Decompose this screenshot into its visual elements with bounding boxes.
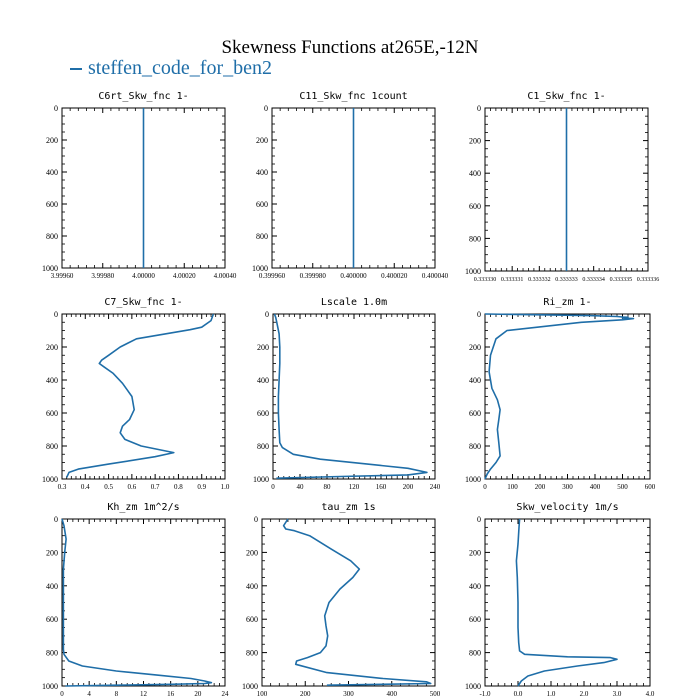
x-tick-label: 600 bbox=[644, 483, 656, 491]
x-tick-label: 0 bbox=[271, 483, 275, 491]
y-tick-label: 600 bbox=[469, 615, 481, 625]
y-tick-label: 600 bbox=[256, 200, 268, 209]
y-tick-label: 200 bbox=[46, 548, 58, 558]
series-line bbox=[284, 519, 431, 685]
chart-panel-4 bbox=[42, 297, 230, 491]
x-tick-label: 500 bbox=[429, 690, 441, 698]
x-tick-label: 300 bbox=[343, 690, 354, 698]
y-tick-label: 200 bbox=[46, 136, 58, 145]
y-tick-label: 1000 bbox=[242, 682, 258, 691]
x-tick-label: 100 bbox=[507, 483, 518, 491]
x-tick-label: 160 bbox=[375, 483, 387, 491]
y-tick-label: 800 bbox=[469, 648, 481, 658]
y-tick-label: 800 bbox=[46, 648, 58, 658]
series-line bbox=[67, 314, 214, 477]
chart-title: C11_Skw_fnc 1count bbox=[299, 91, 408, 102]
y-tick-label: 400 bbox=[246, 581, 258, 591]
y-tick-label: 400 bbox=[469, 169, 481, 179]
x-tick-label: 3.99980 bbox=[91, 272, 115, 280]
y-tick-label: 1000 bbox=[465, 475, 481, 484]
chart-title: tau_zm 1s bbox=[321, 502, 376, 513]
chart-panel-7 bbox=[42, 502, 229, 698]
y-tick-label: 800 bbox=[469, 442, 481, 451]
chart-panel-8 bbox=[242, 502, 441, 698]
x-tick-label: 0 bbox=[60, 690, 64, 698]
y-tick-label: 1000 bbox=[252, 264, 268, 273]
x-tick-label: 4.00040 bbox=[213, 272, 237, 280]
series-line bbox=[62, 519, 211, 686]
chart-panel-9 bbox=[465, 502, 655, 698]
plot-frame bbox=[262, 519, 435, 686]
y-tick-label: 400 bbox=[256, 168, 268, 177]
y-tick-label: 400 bbox=[46, 168, 58, 177]
y-tick-label: 1000 bbox=[42, 475, 58, 484]
chart-title: Ri_zm 1- bbox=[543, 297, 592, 308]
plot-frame bbox=[62, 519, 225, 686]
y-tick-label: 400 bbox=[46, 581, 58, 591]
series-line bbox=[516, 519, 617, 686]
x-tick-label: 0.333331 bbox=[500, 277, 524, 283]
x-tick-label: 0.6 bbox=[127, 483, 137, 491]
y-tick-label: 800 bbox=[256, 232, 268, 241]
x-tick-label: -1.0 bbox=[479, 690, 491, 698]
x-tick-label: 0.5 bbox=[104, 483, 113, 491]
chart-title: Lscale 1.0m bbox=[320, 297, 388, 308]
x-tick-label: 4 bbox=[87, 690, 91, 698]
chart-title: Kh_zm 1m^2/s bbox=[107, 502, 180, 513]
x-tick-label: 0.333336 bbox=[636, 277, 660, 283]
y-tick-label: 1000 bbox=[465, 267, 481, 276]
y-tick-label: 1000 bbox=[465, 682, 481, 691]
y-tick-label: 200 bbox=[256, 136, 268, 145]
y-tick-label: 400 bbox=[46, 376, 58, 385]
x-tick-label: 4.0 bbox=[645, 690, 655, 698]
x-tick-label: 0.8 bbox=[174, 483, 183, 491]
x-tick-label: 100 bbox=[256, 690, 268, 698]
y-tick-label: 0 bbox=[477, 104, 481, 113]
x-tick-label: 400 bbox=[386, 690, 397, 698]
y-tick-label: 200 bbox=[257, 343, 269, 352]
y-tick-label: 600 bbox=[46, 409, 58, 418]
x-tick-label: 0 bbox=[483, 483, 487, 491]
y-tick-label: 0 bbox=[477, 515, 481, 524]
x-tick-label: 0.333334 bbox=[582, 277, 605, 283]
x-tick-label: 0.4 bbox=[80, 483, 90, 491]
y-tick-label: 600 bbox=[469, 409, 481, 418]
plot-frame bbox=[62, 314, 225, 479]
y-tick-label: 600 bbox=[257, 409, 269, 418]
x-tick-label: 0.400040 bbox=[421, 272, 449, 280]
y-tick-label: 200 bbox=[469, 548, 481, 558]
x-tick-label: 4.00000 bbox=[132, 272, 155, 280]
legend-label: steffen_code_for_ben2 bbox=[88, 57, 273, 79]
y-tick-label: 800 bbox=[46, 442, 58, 451]
x-tick-label: 240 bbox=[429, 483, 441, 491]
x-tick-label: 3.0 bbox=[612, 690, 622, 698]
plot-frame bbox=[485, 314, 650, 479]
y-tick-label: 200 bbox=[469, 136, 481, 146]
x-tick-label: 0.333333 bbox=[555, 277, 578, 283]
x-tick-label: 0.399980 bbox=[299, 272, 326, 280]
chart-title: C6rt_Skw_fnc 1- bbox=[98, 91, 189, 102]
x-tick-label: 1.0 bbox=[546, 690, 556, 698]
plot-frame bbox=[485, 519, 650, 686]
x-tick-label: 0.7 bbox=[150, 483, 160, 491]
y-tick-label: 600 bbox=[46, 200, 58, 209]
chart-panel-3 bbox=[465, 91, 659, 283]
x-tick-label: 40 bbox=[296, 483, 304, 491]
y-tick-label: 600 bbox=[246, 615, 258, 625]
x-tick-label: 3.99960 bbox=[50, 272, 74, 280]
y-tick-label: 400 bbox=[469, 376, 481, 385]
y-tick-label: 1000 bbox=[42, 682, 58, 691]
chart-panel-2 bbox=[252, 91, 449, 280]
x-tick-label: 24 bbox=[221, 690, 229, 698]
x-tick-label: 20 bbox=[194, 690, 202, 698]
y-tick-label: 600 bbox=[469, 201, 481, 211]
y-tick-label: 800 bbox=[46, 232, 58, 241]
x-tick-label: 2.0 bbox=[579, 690, 589, 698]
y-tick-label: 0 bbox=[264, 104, 268, 113]
y-tick-label: 0 bbox=[477, 310, 481, 319]
page-title: Skewness Functions at265E,-12N bbox=[221, 37, 479, 58]
y-tick-label: 0 bbox=[54, 310, 58, 319]
y-tick-label: 800 bbox=[246, 648, 258, 658]
y-tick-label: 400 bbox=[257, 376, 269, 385]
x-tick-label: 0.400020 bbox=[381, 272, 408, 280]
x-tick-label: 200 bbox=[300, 690, 311, 698]
x-tick-label: 200 bbox=[534, 483, 546, 491]
x-tick-label: 0.0 bbox=[513, 690, 523, 698]
x-tick-label: 1.0 bbox=[220, 483, 230, 491]
chart-panel-5 bbox=[253, 297, 441, 491]
x-tick-label: 120 bbox=[348, 483, 360, 491]
x-tick-label: 80 bbox=[323, 483, 331, 491]
chart-title: Skw_velocity 1m/s bbox=[516, 502, 619, 513]
x-tick-label: 300 bbox=[562, 483, 573, 491]
chart-panel-6 bbox=[465, 297, 656, 491]
y-tick-label: 0 bbox=[54, 515, 58, 524]
x-tick-label: 4.00020 bbox=[172, 272, 196, 280]
y-tick-label: 400 bbox=[469, 581, 481, 591]
x-tick-label: 12 bbox=[140, 690, 147, 698]
chart-panel-1 bbox=[42, 91, 237, 280]
y-tick-label: 800 bbox=[257, 442, 269, 451]
series-line bbox=[274, 314, 427, 478]
x-tick-label: 200 bbox=[402, 483, 414, 491]
x-tick-label: 8 bbox=[114, 690, 119, 698]
y-tick-label: 200 bbox=[469, 343, 481, 352]
y-tick-label: 1000 bbox=[42, 264, 58, 273]
y-tick-label: 0 bbox=[54, 104, 58, 113]
series-line bbox=[485, 314, 634, 479]
x-tick-label: 0.3 bbox=[57, 483, 67, 491]
x-tick-label: 0.399960 bbox=[258, 272, 286, 280]
x-tick-label: 0.400000 bbox=[340, 272, 367, 280]
x-tick-label: 0.333335 bbox=[609, 277, 633, 283]
y-tick-label: 200 bbox=[46, 343, 58, 352]
chart-title: C1_Skw_fnc 1- bbox=[527, 91, 606, 102]
x-tick-label: 16 bbox=[167, 690, 175, 698]
y-tick-label: 600 bbox=[46, 615, 58, 625]
y-tick-label: 200 bbox=[246, 548, 258, 558]
chart-title: C7_Skw_fnc 1- bbox=[104, 297, 183, 308]
x-tick-label: 400 bbox=[589, 483, 601, 491]
x-tick-label: 0.333330 bbox=[473, 277, 497, 283]
x-tick-label: 500 bbox=[617, 483, 628, 491]
y-tick-label: 0 bbox=[254, 515, 258, 524]
y-tick-label: 1000 bbox=[253, 475, 269, 484]
y-tick-label: 0 bbox=[265, 310, 269, 319]
y-tick-label: 800 bbox=[469, 234, 481, 244]
x-tick-label: 0.9 bbox=[197, 483, 207, 491]
x-tick-label: 0.333332 bbox=[528, 277, 551, 283]
